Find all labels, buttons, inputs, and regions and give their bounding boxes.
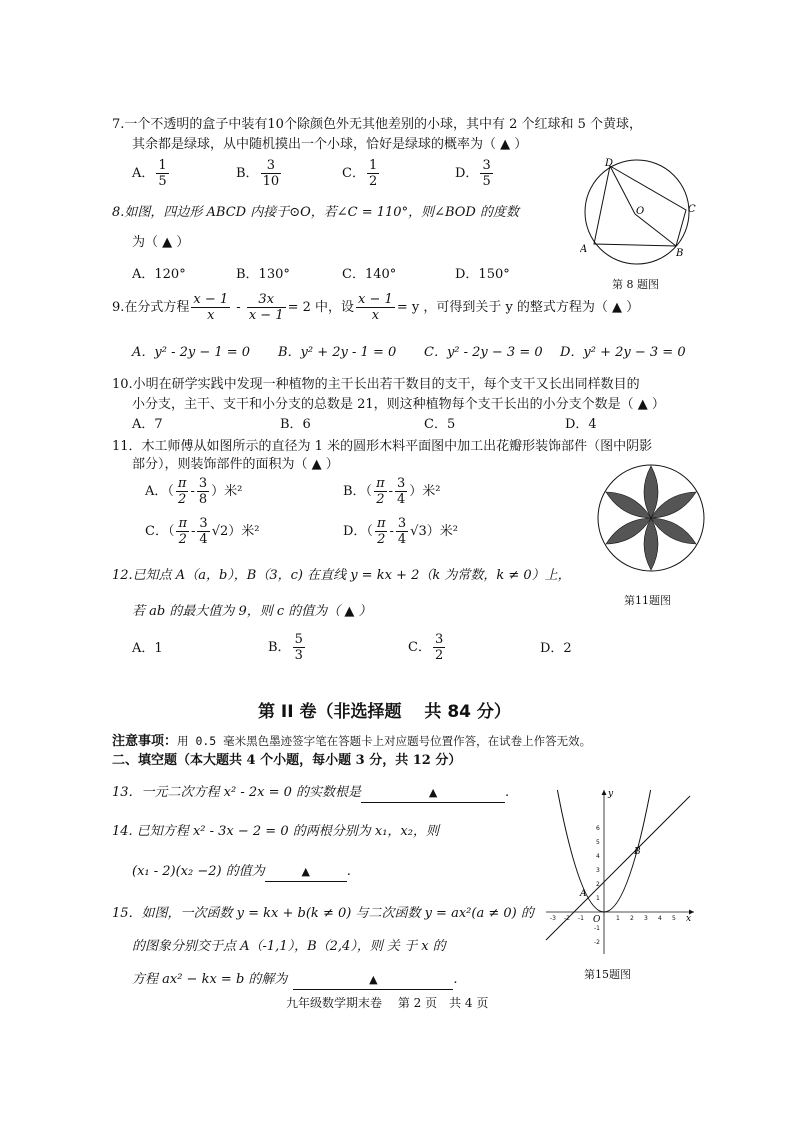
- q14-line1: 14. 已知方程 x² - 3x − 2 = 0 的两根分别为 x₁，x₂，则: [112, 824, 439, 839]
- q8-option-b: B．130°: [236, 267, 290, 282]
- q10-option-d: D．4: [565, 417, 597, 432]
- q15-graph: [540, 782, 700, 962]
- y-axis-arrow-icon: [602, 790, 607, 795]
- q8-label-d: D: [605, 158, 614, 169]
- q11-option-d: D．（ $\frac{\pi}{2}$ - $\frac{3}{4}$ √3）米²: [343, 516, 458, 547]
- q9-option-a: A．y² - 2y − 1 = 0: [132, 345, 251, 360]
- q15-answer-blank: ▲: [293, 971, 453, 990]
- q13-text: 13．一元二次方程 x² - 2x = 0 的实数根是 ▲ .: [112, 784, 509, 803]
- q15-line2: 的图象分别交于点 A（-1,1），B（2,4），则 关 于 x 的: [132, 939, 446, 954]
- q15-line1: 15．如图，一次函数 y = kx + b(k ≠ 0) 与二次函数 y = ax²(a ≠ 0) 的: [112, 906, 534, 921]
- q12-line1: 12.已知点 A（a，b），B（3，c) 在直线 y = kx + 2（k 为常数，k ≠ 0）上，: [112, 568, 571, 583]
- point-b-label: B: [634, 847, 641, 857]
- x-tick: -1: [578, 915, 584, 922]
- q8-option-d: D．150°: [455, 267, 510, 282]
- x-axis-label: x: [686, 914, 692, 924]
- q11-option-b: B．（ $\frac{\pi}{2}$ - $\frac{3}{4}$ ）米²: [343, 476, 441, 507]
- q12-option-d: D．2: [540, 641, 572, 656]
- q11-petal: [644, 518, 658, 570]
- x-tick: 3: [644, 915, 648, 922]
- q11-petal: [644, 466, 658, 518]
- q7-option-d: D． $\frac{3}{5}$: [455, 158, 491, 189]
- q9-option-d: D．y² + 2y − 3 = 0: [560, 345, 686, 360]
- part2-title: 二、填空题（本大题共 4 个小题，每小题 3 分，共 12 分）: [112, 753, 462, 768]
- q8-label-o: O: [636, 206, 645, 217]
- y-tick: 2: [596, 881, 600, 888]
- q8-circle-figure: [580, 156, 710, 268]
- q13-answer-blank: ▲: [361, 784, 505, 803]
- q7-option-c: C． $\frac{1}{2}$: [342, 158, 378, 189]
- q15-line3: 方程 ax² − kx = b 的解为 ▲ .: [132, 971, 458, 990]
- q7-line1: 7.一个不透明的盒子中装有10个除颜色外无其他差别的小球，其中有 2 个红球和 5 个黄球，: [112, 117, 643, 132]
- x-tick: -3: [550, 915, 556, 922]
- q8-line2: 为（ ▲ ）: [132, 235, 190, 250]
- page-footer: 九年级数学期末卷 第 2 页 共 4 页: [286, 996, 489, 1010]
- q10-option-c: C．5: [424, 417, 456, 432]
- q12-option-c: C． $\frac{3}{2}$: [408, 632, 444, 663]
- q12-option-b: B． $\frac{5}{3}$: [268, 632, 303, 663]
- q12-line2: 若 ab 的最大值为 9，则 c 的值为（ ▲ ）: [132, 604, 372, 619]
- q9-option-b: B．y² + 2y - 1 = 0: [278, 345, 397, 360]
- y-tick: 3: [596, 867, 600, 874]
- q8-radius-ob: [635, 214, 676, 246]
- q9-option-c: C．y² - 2y − 3 = 0: [424, 345, 543, 360]
- q8-option-a: A．120°: [132, 267, 186, 282]
- q11-caption: 第11题图: [624, 594, 671, 607]
- y-tick: -2: [594, 939, 600, 946]
- q11-flower-figure: [596, 463, 706, 573]
- x-tick: 5: [672, 915, 676, 922]
- origin-label: O: [593, 915, 601, 925]
- q11-line2: 部分），则装饰部件的面积为（ ▲ ）: [132, 457, 339, 472]
- x-tick: 4: [658, 915, 662, 922]
- q8-caption: 第 8 题图: [612, 278, 659, 291]
- q10-line1: 10.小明在研学实践中发现一种植物的主干长出若干数目的支干，每个支干又长出同样数目的: [112, 377, 640, 392]
- q14-line2: (x₁ - 2)(x₂ −2) 的值为 ▲ .: [132, 863, 351, 882]
- q7-option-a: A． $\frac{1}{5}$: [132, 158, 167, 189]
- q8-label-b: B: [676, 248, 684, 259]
- x-tick: 1: [616, 915, 620, 922]
- x-tick: -2: [564, 915, 570, 922]
- q7-option-b: B． $\frac{3}{10}$: [236, 158, 280, 189]
- q11-option-a: A．（ $\frac{\pi}{2}$ - $\frac{3}{8}$ ）米²: [145, 476, 243, 507]
- q10-line2: 小分支，主干、支干和小分支的总数是 21，则这种植物每个支干长出的小分支个数是（ ▲ ）: [132, 397, 665, 412]
- q12-option-a: A．1: [132, 641, 163, 656]
- q8-label-a: A: [580, 244, 588, 255]
- point-a-label: A: [580, 889, 587, 899]
- q7-line2: 其余都是绿球，从中随机摸出一个小球，恰好是绿球的概率为（ ▲ ）: [132, 137, 528, 152]
- x-tick: 2: [630, 915, 634, 922]
- y-tick: 6: [596, 825, 600, 832]
- q11-line1: 11．木工师傅从如图所示的直径为 1 米的圆形木料平面图中加工出花瓣形装饰部件（图中阴影: [112, 439, 653, 454]
- section2-title: 第 II 卷（非选择题 共 84 分）: [258, 702, 511, 722]
- y-tick: -1: [594, 925, 600, 932]
- y-tick: 1: [596, 895, 600, 902]
- q10-option-a: A．7: [132, 417, 163, 432]
- q8-line1: 8.如图，四边形 ABCD 内接于⊙O，若∠C = 110°，则∠BOD 的度数: [112, 205, 519, 220]
- y-tick: 5: [596, 839, 600, 846]
- q9-equation: 9.在分式方程 $\frac{x - 1}{x}$ - $\frac{3x}{x - 1}$ = 2 中，设 $\frac{x - 1}{x}$ = y ，可得到关于 y 的整式方程为（ ▲ ）: [112, 292, 640, 323]
- q14-answer-blank: ▲: [265, 863, 347, 882]
- q8-option-c: C．140°: [342, 267, 397, 282]
- y-tick: 4: [596, 853, 600, 860]
- q8-label-c: C: [688, 204, 696, 215]
- section2-notice: 注意事项：用 0.5 毫米黑色墨迹签字笔在答题卡上对应题号位置作答，在试卷上作答无效。: [112, 734, 592, 749]
- q11-option-c: C．（ $\frac{\pi}{2}$ - $\frac{3}{4}$ √2）米²: [145, 516, 260, 547]
- y-axis-label: y: [608, 789, 614, 799]
- q15-caption: 第15题图: [584, 968, 631, 981]
- q10-option-b: B．6: [280, 417, 311, 432]
